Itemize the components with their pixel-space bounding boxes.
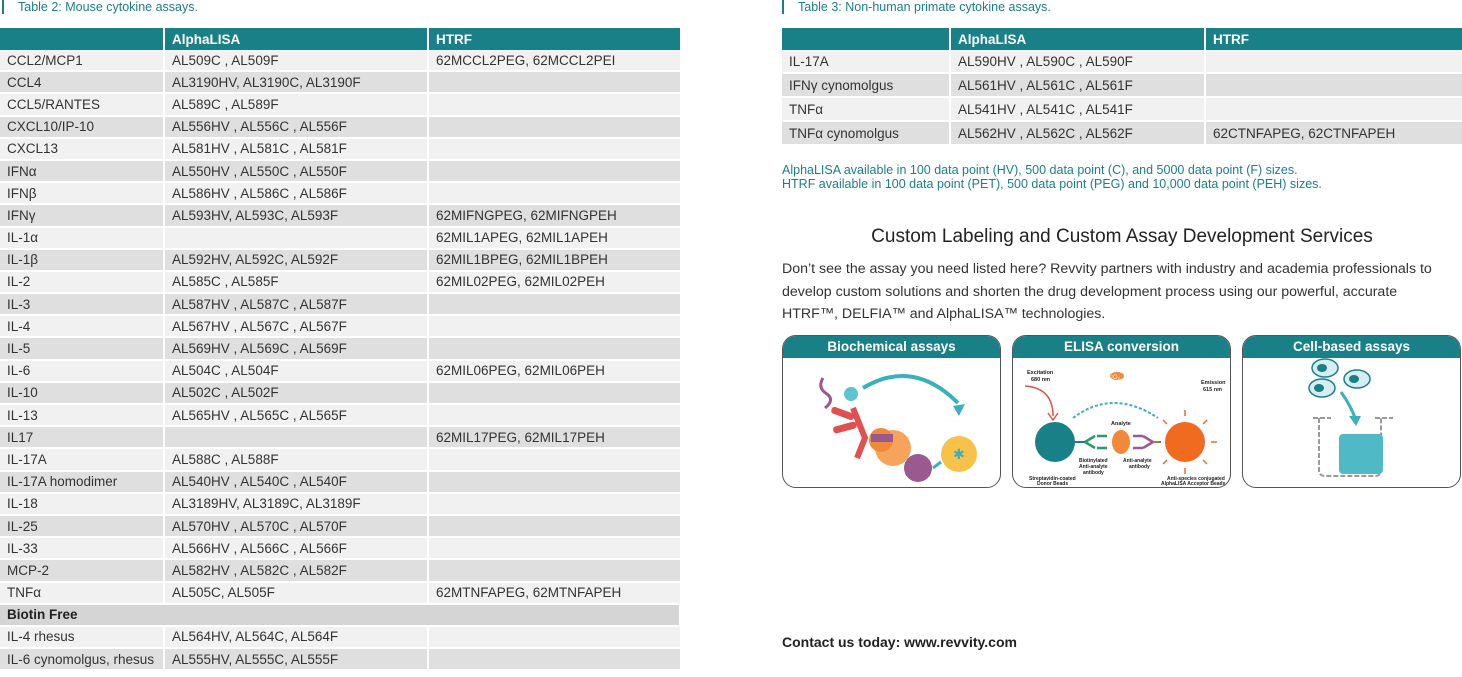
- cytokine-cell: CXCL13: [0, 138, 164, 160]
- table-row: [0, 249, 680, 271]
- alphalisa-cell: AL593HV, AL593C, AL593F: [164, 204, 428, 226]
- table-row: [0, 648, 680, 670]
- htrf-cell: [428, 93, 680, 115]
- svg-text:✱: ✱: [953, 446, 965, 462]
- header-alphalisa: AlphaLISA: [950, 28, 1205, 50]
- card-biochemical-assays: [782, 335, 1001, 488]
- htrf-cell: [428, 138, 680, 160]
- alphalisa-cell: AL555HV, AL555C, AL555F: [164, 648, 428, 670]
- htrf-cell: 62MIL1BPEG, 62MIL1BPEH: [428, 249, 680, 271]
- acceptor-label-2: AlphaLISA Acceptor Beads: [1161, 481, 1226, 486]
- table-header-row: [0, 28, 680, 50]
- alphalisa-cell: AL586HV , AL586C , AL586F: [164, 182, 428, 204]
- htrf-cell: [428, 337, 680, 359]
- elisa-illustration: [1013, 358, 1230, 486]
- table-row: [0, 471, 680, 493]
- table-row: [782, 121, 1462, 145]
- htrf-cell: 62CTNFAPEG, 62CTNFAPEH: [1205, 121, 1462, 145]
- cytokine-cell: MCP-2: [0, 559, 164, 581]
- oxygen-label: ¹O₂: [1111, 375, 1120, 381]
- table-row: [782, 97, 1462, 121]
- cytokine-cell: IL-17A homodimer: [0, 471, 164, 493]
- alphalisa-cell: AL565HV , AL565C , AL565F: [164, 404, 428, 426]
- cytokine-cell: IFNγ: [0, 204, 164, 226]
- section-heading: Custom Labeling and Custom Assay Development Services: [871, 226, 1373, 247]
- donor-label-2: Donor Beads: [1037, 481, 1069, 486]
- alphalisa-cell: AL550HV , AL550C , AL550F: [164, 160, 428, 182]
- alphalisa-cell: AL540HV , AL540C , AL540F: [164, 471, 428, 493]
- alphalisa-cell: AL585C , AL585F: [164, 271, 428, 293]
- alphalisa-cell: AL590HV , AL590C , AL590F: [950, 50, 1205, 73]
- donor-bead-icon: [1035, 422, 1075, 462]
- donor-label-1: Streptavidin-coated: [1029, 476, 1076, 482]
- table-row: [0, 382, 680, 404]
- table-row: [0, 360, 680, 382]
- table-row: [0, 271, 680, 293]
- note-alphalisa: AlphaLISA available in 100 data point (HV), 500 data point (C), and 5000 data point (F) sizes.: [782, 163, 1298, 177]
- alphalisa-cell: [164, 227, 428, 249]
- htrf-cell: [428, 315, 680, 337]
- cytokine-cell: IL-17A: [0, 448, 164, 470]
- section-label: Biotin Free: [0, 604, 680, 626]
- alphalisa-cell: AL570HV , AL570C , AL570F: [164, 515, 428, 537]
- card-title: ELISA conversion: [1013, 336, 1230, 358]
- biochemical-illustration: [783, 358, 1000, 486]
- cytokine-cell: IL-5: [0, 337, 164, 359]
- cytokine-cell: TNFα: [782, 97, 950, 121]
- cytokine-cell: IL-1β: [0, 249, 164, 271]
- htrf-cell: [1205, 73, 1462, 97]
- htrf-cell: [428, 471, 680, 493]
- emission-label: Emission: [1201, 380, 1226, 386]
- analyte-label: Analyte: [1111, 421, 1131, 427]
- htrf-cell: [428, 515, 680, 537]
- table3-caption: Table 3: Non-human primate cytokine assays.: [782, 0, 1051, 14]
- alphalisa-cell: AL561HV , AL561C , AL561F: [950, 73, 1205, 97]
- table-row: [0, 515, 680, 537]
- cytokine-cell: TNFα cynomolgus: [782, 121, 950, 145]
- cytokine-cell: IL-4 rhesus: [0, 626, 164, 648]
- card-title: Cell-based assays: [1243, 336, 1460, 358]
- table-row: [0, 337, 680, 359]
- alphalisa-cell: AL589C , AL589F: [164, 93, 428, 115]
- htrf-cell: 62MIL06PEG, 62MIL06PEH: [428, 360, 680, 382]
- cytokine-cell: IL-6 cynomolgus, rhesus: [0, 648, 164, 670]
- cytokine-cell: IL-3: [0, 293, 164, 315]
- cytokine-cell: CCL4: [0, 71, 164, 93]
- table-row: [0, 227, 680, 249]
- htrf-cell: [428, 182, 680, 204]
- htrf-cell: [428, 293, 680, 315]
- htrf-cell: 62MIL1APEG, 62MIL1APEH: [428, 227, 680, 249]
- emission-nm-label: 615 nm: [1203, 387, 1222, 393]
- cytokine-cell: IL17: [0, 426, 164, 448]
- table-row: [0, 582, 680, 604]
- alphalisa-cell: AL541HV , AL541C , AL541F: [950, 97, 1205, 121]
- note-htrf: HTRF available in 100 data point (PET), 500 data point (PEG) and 10,000 data point (PEH) sizes.: [782, 177, 1322, 191]
- alphalisa-cell: AL569HV , AL569C , AL569F: [164, 337, 428, 359]
- alphalisa-cell: AL504C , AL504F: [164, 360, 428, 382]
- section-paragraph: Don’t see the assay you need listed here? Revvity partners with industry and academia professionals to develop custom solutions and shorten the drug development process using our powerful, accurate HTRF™, DELFIA™ and AlphaLISA™ technologies.: [782, 261, 1432, 322]
- alphalisa-cell: AL505C, AL505F: [164, 582, 428, 604]
- table-row: [782, 73, 1462, 97]
- htrf-cell: [428, 116, 680, 138]
- table-row: [0, 204, 680, 226]
- biotinylated-label-1: Biotinylated: [1079, 458, 1108, 464]
- table-row: [0, 626, 680, 648]
- header-empty: [782, 28, 950, 50]
- table-row: [0, 93, 680, 115]
- primate-cytokine-table: [782, 28, 1462, 146]
- htrf-cell: [428, 382, 680, 404]
- header-empty: [0, 28, 164, 50]
- htrf-cell: [1205, 97, 1462, 121]
- alphalisa-cell: [164, 426, 428, 448]
- table-row: [0, 116, 680, 138]
- cytokine-cell: IL-25: [0, 515, 164, 537]
- table-row: [0, 138, 680, 160]
- table-row: [0, 448, 680, 470]
- table-row: [0, 559, 680, 581]
- cell-illustration: [1243, 358, 1460, 486]
- table-row: [0, 71, 680, 93]
- htrf-cell: [428, 626, 680, 648]
- table-row: [0, 426, 680, 448]
- card-title: Biochemical assays: [783, 336, 1000, 358]
- htrf-cell: [1205, 50, 1462, 73]
- alphalisa-cell: AL3190HV, AL3190C, AL3190F: [164, 71, 428, 93]
- cytokine-cell: IL-33: [0, 537, 164, 559]
- biotinylated-label-3: antibody: [1083, 470, 1104, 476]
- alphalisa-cell: AL592HV, AL592C, AL592F: [164, 249, 428, 271]
- excitation-nm-label: 680 nm: [1031, 377, 1050, 383]
- cytokine-cell: IL-13: [0, 404, 164, 426]
- htrf-cell: 62MIFNGPEG, 62MIFNGPEH: [428, 204, 680, 226]
- cytokine-cell: IL-10: [0, 382, 164, 404]
- alphalisa-cell: AL567HV , AL567C , AL567F: [164, 315, 428, 337]
- cytokine-cell: IFNα: [0, 160, 164, 182]
- table-row: [0, 537, 680, 559]
- htrf-cell: [428, 160, 680, 182]
- acceptor-label-1: Anti-species conjugated: [1167, 476, 1225, 482]
- table-row: [782, 50, 1462, 73]
- htrf-cell: 62MCCL2PEG, 62MCCL2PEI: [428, 50, 680, 71]
- alphalisa-cell: AL502C , AL502F: [164, 382, 428, 404]
- table-row: [0, 50, 680, 71]
- table2-caption: Table 2: Mouse cytokine assays.: [2, 0, 198, 14]
- mouse-cytokine-table: [0, 28, 681, 671]
- htrf-cell: [428, 493, 680, 515]
- acceptor-bead-icon: [1165, 422, 1205, 462]
- cytokine-cell: IL-4: [0, 315, 164, 337]
- biotinylated-label-2: Anti-analyte: [1079, 464, 1108, 470]
- cytokine-cell: IL-2: [0, 271, 164, 293]
- cytokine-cell: IL-6: [0, 360, 164, 382]
- cytokine-cell: CXCL10/IP-10: [0, 116, 164, 138]
- htrf-cell: [428, 537, 680, 559]
- htrf-cell: [428, 71, 680, 93]
- cytokine-cell: CCL5/RANTES: [0, 93, 164, 115]
- table-row: [0, 182, 680, 204]
- alphalisa-cell: AL566HV , AL566C , AL566F: [164, 537, 428, 559]
- cytokine-cell: CCL2/MCP1: [0, 50, 164, 71]
- contact-text: Contact us today: www.revvity.com: [782, 634, 1017, 650]
- table-header-row: [782, 28, 1462, 50]
- excitation-label: Excitation: [1027, 370, 1054, 376]
- htrf-cell: [428, 448, 680, 470]
- header-htrf: HTRF: [1205, 28, 1462, 50]
- cytokine-cell: IL-18: [0, 493, 164, 515]
- alphalisa-cell: AL588C , AL588F: [164, 448, 428, 470]
- header-alphalisa: AlphaLISA: [164, 28, 428, 50]
- availability-notes: [782, 163, 1322, 191]
- cytokine-cell: IFNγ cynomolgus: [782, 73, 950, 97]
- table-row: [0, 160, 680, 182]
- alphalisa-cell: AL556HV , AL556C , AL556F: [164, 116, 428, 138]
- table-row: [0, 315, 680, 337]
- alphalisa-cell: AL564HV, AL564C, AL564F: [164, 626, 428, 648]
- table-row: [0, 293, 680, 315]
- analyte-icon: [1112, 430, 1130, 454]
- anti-analyte-label-1: Anti-analyte: [1123, 458, 1152, 464]
- section-row: [0, 604, 680, 626]
- cytokine-cell: IL-17A: [782, 50, 950, 73]
- cytokine-cell: TNFα: [0, 582, 164, 604]
- cytokine-cell: IFNβ: [0, 182, 164, 204]
- cytokine-cell: IL-1α: [0, 227, 164, 249]
- htrf-cell: [428, 404, 680, 426]
- htrf-cell: [428, 648, 680, 670]
- alphalisa-cell: AL587HV , AL587C , AL587F: [164, 293, 428, 315]
- table-row: [0, 404, 680, 426]
- card-elisa-conversion: [1012, 335, 1231, 488]
- table-row: [0, 493, 680, 515]
- anti-analyte-label-2: antibody: [1129, 464, 1150, 470]
- alphalisa-cell: AL3189HV, AL3189C, AL3189F: [164, 493, 428, 515]
- htrf-cell: 62MIL02PEG, 62MIL02PEH: [428, 271, 680, 293]
- htrf-cell: 62MTNFAPEG, 62MTNFAPEH: [428, 582, 680, 604]
- header-htrf: HTRF: [428, 28, 680, 50]
- htrf-cell: 62MIL17PEG, 62MIL17PEH: [428, 426, 680, 448]
- alphalisa-cell: AL509C , AL509F: [164, 50, 428, 71]
- alphalisa-cell: AL581HV , AL581C , AL581F: [164, 138, 428, 160]
- htrf-cell: [428, 559, 680, 581]
- card-cell-based-assays: [1242, 335, 1461, 488]
- alphalisa-cell: AL582HV , AL582C , AL582F: [164, 559, 428, 581]
- alphalisa-cell: AL562HV , AL562C , AL562F: [950, 121, 1205, 145]
- ligand-icon: [844, 387, 858, 401]
